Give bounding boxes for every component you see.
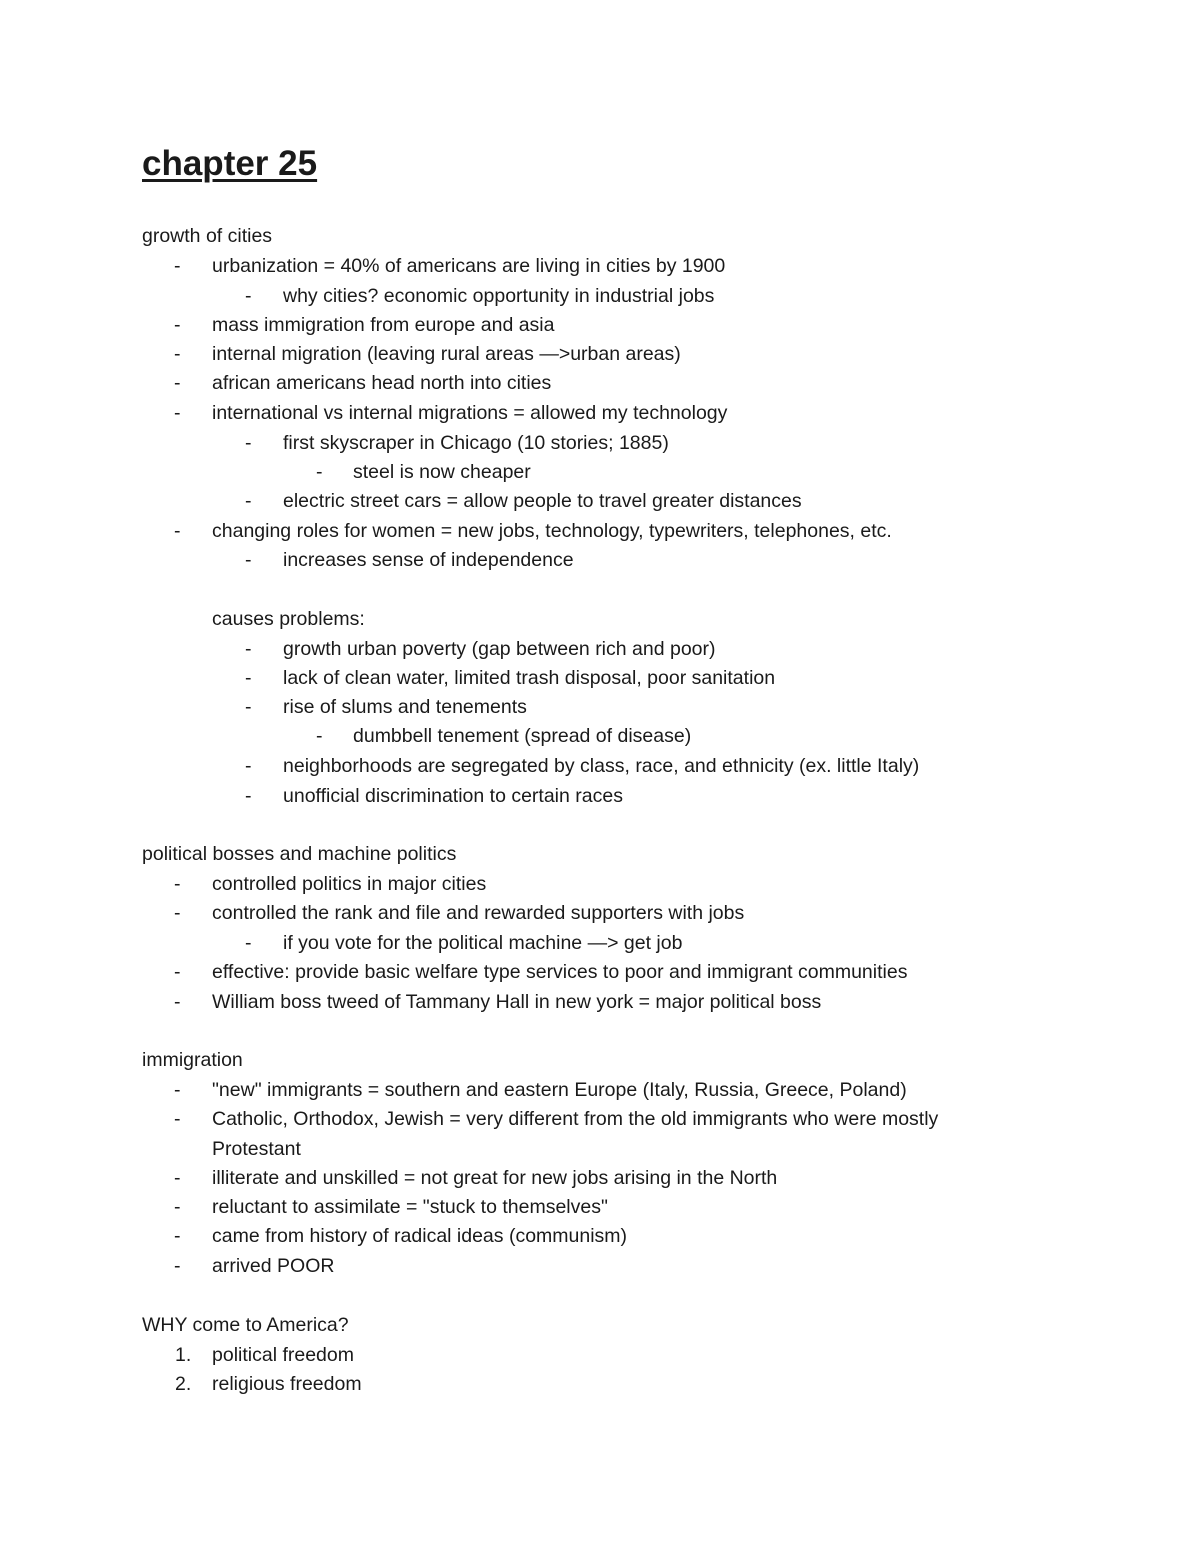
bullet-dash: - [174,991,181,1013]
bullet-dash: - [174,1167,181,1189]
line-text: urbanization = 40% of americans are living in cities by 1900 [212,255,726,277]
page-title: chapter 25 [142,144,318,183]
bullet-dash: - [316,725,323,747]
line-text: internal migration (leaving rural areas —>urban areas) [212,343,681,365]
bullet-dash: - [174,402,181,424]
bullet-dash: - [174,1108,181,1130]
line-text: growth of cities [142,225,273,247]
line-text: changing roles for women = new jobs, technology, typewriters, telephones, etc. [212,520,892,542]
bullet-dash: - [174,372,181,394]
line-text: immigration [142,1049,243,1071]
bullet-dash: - [174,1255,181,1277]
line-text: arrived POOR [212,1255,335,1277]
line-text: political freedom [212,1344,354,1366]
line-text: religious freedom [212,1373,362,1395]
bullet-dash: - [245,755,252,777]
line-text: dumbbell tenement (spread of disease) [353,725,692,747]
line-text: electric street cars = allow people to travel greater distances [283,490,802,512]
line-text: increases sense of independence [283,549,574,571]
line-text: reluctant to assimilate = "stuck to themselves" [212,1196,608,1218]
bullet-dash: - [245,932,252,954]
bullet-dash: - [174,1196,181,1218]
line-text: "new" immigrants = southern and eastern Europe (Italy, Russia, Greece, Poland) [212,1079,907,1101]
line-text: why cities? economic opportunity in industrial jobs [283,285,715,307]
list-number: 1. [175,1344,192,1366]
bullet-dash: - [316,461,323,483]
list-number: 2. [175,1373,192,1395]
bullet-dash: - [245,696,252,718]
bullet-dash: - [174,343,181,365]
line-text: William boss tweed of Tammany Hall in new york = major political boss [212,991,822,1013]
line-text: lack of clean water, limited trash disposal, poor sanitation [283,667,776,689]
bullet-dash: - [245,638,252,660]
line-text: rise of slums and tenements [283,696,527,718]
line-text: Catholic, Orthodox, Jewish = very different from the old immigrants who were mostly [212,1108,939,1130]
bullet-dash: - [174,1079,181,1101]
bullet-dash: - [174,520,181,542]
bullet-dash: - [174,902,181,924]
line-text: political bosses and machine politics [142,843,457,865]
line-text: neighborhoods are segregated by class, race, and ethnicity (ex. little Italy) [283,755,920,777]
bullet-dash: - [245,490,252,512]
bullet-dash: - [245,285,252,307]
line-text: illiterate and unskilled = not great for new jobs arising in the North [212,1167,778,1189]
bullet-dash: - [245,549,252,571]
line-text: WHY come to America? [142,1314,349,1336]
line-text: international vs internal migrations = allowed my technology [212,402,728,424]
bullet-dash: - [245,667,252,689]
bullet-dash: - [245,432,252,454]
bullet-dash: - [174,1225,181,1247]
line-text: if you vote for the political machine —> get job [283,932,683,954]
line-text: came from history of radical ideas (communism) [212,1225,628,1247]
line-text: growth urban poverty (gap between rich and poor) [283,638,716,660]
bullet-dash: - [174,255,181,277]
line-text: african americans head north into cities [212,372,552,394]
bullet-dash: - [245,785,252,807]
line-text: effective: provide basic welfare type services to poor and immigrant communities [212,961,908,983]
line-text: mass immigration from europe and asia [212,314,555,336]
line-text: Protestant [212,1138,301,1160]
bullet-dash: - [174,314,181,336]
bullet-dash: - [174,961,181,983]
line-text: controlled the rank and file and rewarded supporters with jobs [212,902,745,924]
line-text: controlled politics in major cities [212,873,487,895]
line-text: unofficial discrimination to certain races [283,785,623,807]
line-text: steel is now cheaper [353,461,531,483]
line-text: causes problems: [212,608,365,630]
bullet-dash: - [174,873,181,895]
line-text: first skyscraper in Chicago (10 stories; 1885) [283,432,669,454]
